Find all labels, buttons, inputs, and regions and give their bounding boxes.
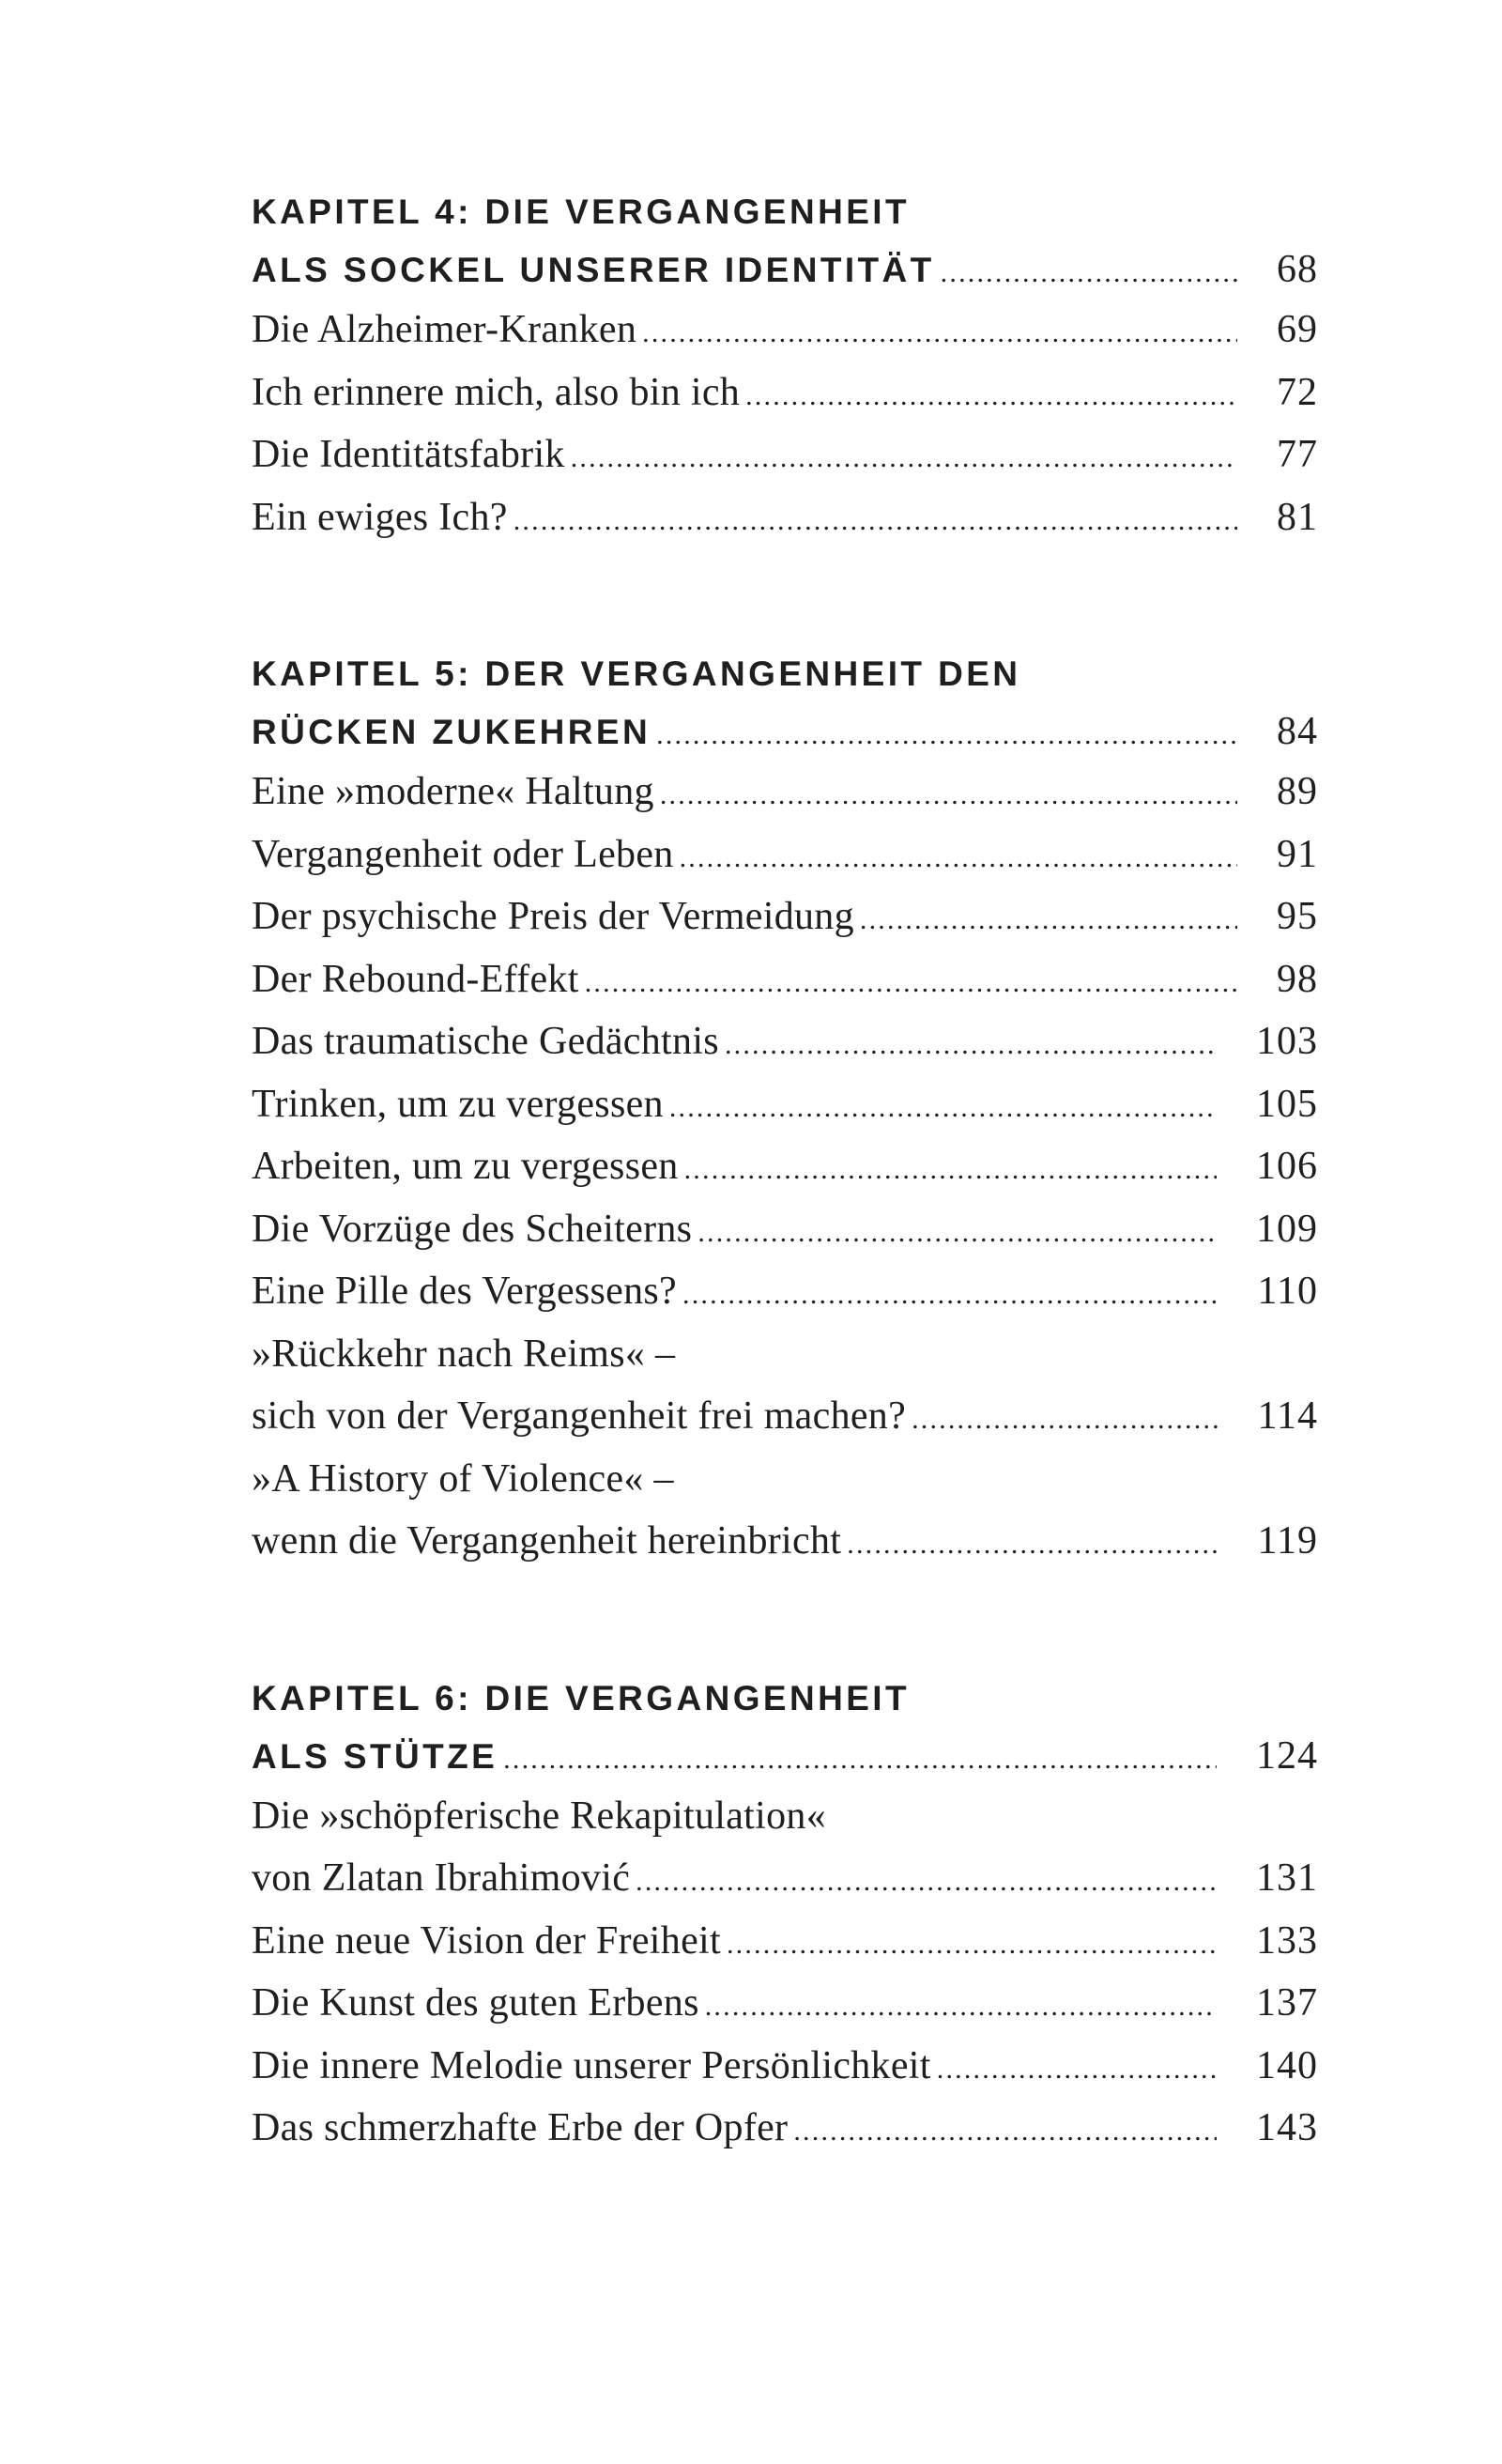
dot-leader (912, 1389, 1218, 1452)
entry-title: Die Alzheimer-Kranken (252, 308, 637, 351)
entry-title: Eine »moderne« Haltung (252, 770, 654, 813)
toc-entry[interactable] (252, 1910, 1318, 1973)
entry-title: Eine neue Vision der Freiheit (252, 1918, 721, 1963)
dot-leader (847, 1514, 1218, 1577)
toc-entry[interactable] (252, 1260, 1318, 1323)
page-number: 89 (1277, 770, 1318, 813)
dot-leader (684, 1139, 1217, 1202)
entry-title: Vergangenheit oder Leben (252, 832, 674, 876)
page-number: 72 (1277, 370, 1318, 414)
page-number: 109 (1256, 1207, 1318, 1251)
chapter-5-section (252, 646, 1318, 1573)
dot-leader (571, 427, 1237, 490)
dot-leader (745, 365, 1237, 428)
page-number: 140 (1256, 2043, 1318, 2087)
dot-leader (636, 1851, 1217, 1914)
dot-leader (705, 1976, 1217, 2039)
entry-title: »A History of Violence« – (252, 1456, 674, 1501)
toc-entry[interactable] (252, 948, 1318, 1011)
entry-title: Trinken, um zu vergessen (252, 1082, 664, 1126)
dot-leader (860, 889, 1237, 952)
page-number: 143 (1256, 2106, 1318, 2149)
page-number: 110 (1257, 1270, 1318, 1313)
dot-leader (660, 764, 1237, 827)
entry-title: Arbeiten, um zu vergessen (252, 1145, 679, 1188)
dot-leader (682, 1264, 1218, 1327)
toc-entry-chapter-5[interactable] (252, 702, 1318, 761)
toc-entry[interactable] (252, 486, 1318, 549)
entry-title: Die Vorzüge des Scheiterns (252, 1207, 693, 1251)
chapter-title: KAPITEL 5: DER VERGANGENHEIT DEN (252, 654, 1021, 693)
entry-title: Das traumatische Gedächtnis (252, 1020, 719, 1063)
page-number: 105 (1256, 1082, 1318, 1126)
entry-title: wenn die Vergangenheit hereinbricht (252, 1519, 842, 1563)
toc-entry-chapter-6[interactable] (252, 1727, 1318, 1785)
entry-title: sich von der Vergangenheit frei machen? (252, 1394, 907, 1438)
toc-entry-first-line (252, 1785, 1318, 1848)
entry-title: »Rückkehr nach Reims« – (252, 1332, 676, 1376)
page-number: 69 (1277, 308, 1318, 351)
page-number: 81 (1277, 495, 1318, 539)
toc-entry-chapter-4[interactable] (252, 240, 1318, 299)
page-number: 77 (1277, 433, 1318, 476)
chapter-title: ALS SOCKEL UNSERER IDENTITÄT (252, 251, 935, 289)
toc-entry[interactable] (252, 1385, 1318, 1448)
chapter-heading-line (252, 1671, 1318, 1727)
toc-entry[interactable] (252, 761, 1318, 824)
dot-leader (513, 490, 1237, 553)
toc-entry[interactable] (252, 824, 1318, 886)
page-number: 124 (1256, 1733, 1318, 1778)
entry-title: Der psychische Preis der Vermeidung (252, 895, 854, 938)
page-number: 84 (1277, 710, 1318, 753)
toc-entry[interactable] (252, 424, 1318, 486)
entry-title: Die innere Melodie unserer Persönlichkeit (252, 2043, 931, 2087)
entry-title: Die Kunst des guten Erbens (252, 1981, 699, 2025)
toc-entry[interactable] (252, 299, 1318, 362)
page-number: 103 (1256, 1020, 1318, 1063)
dot-leader (642, 302, 1237, 365)
dot-leader (503, 1731, 1217, 1789)
entry-title: Ich erinnere mich, also bin ich (252, 370, 741, 414)
page-number: 98 (1277, 957, 1318, 1001)
toc-entry[interactable] (252, 1010, 1318, 1073)
toc-entry-first-line (252, 1323, 1318, 1386)
toc-entry-first-line (252, 1448, 1318, 1511)
page-number: 91 (1277, 832, 1318, 876)
page-number: 106 (1256, 1145, 1318, 1188)
dot-leader (585, 952, 1237, 1015)
page-number: 133 (1256, 1918, 1318, 1963)
entry-title: Die »schöpferische Rekapitulation« (252, 1794, 827, 1838)
dot-leader (725, 1014, 1217, 1077)
dot-leader (697, 1202, 1217, 1265)
entry-title: Die Identitätsfabrik (252, 433, 565, 476)
chapter-6-section (252, 1671, 1318, 2160)
toc-entry[interactable] (252, 2035, 1318, 2098)
page-number: 68 (1277, 248, 1318, 291)
chapter-title: KAPITEL 4: DIE VERGANGENHEIT (252, 192, 910, 231)
entry-title: Ein ewiges Ich? (252, 495, 508, 539)
table-of-contents (252, 184, 1318, 2257)
page-number: 137 (1256, 1981, 1318, 2025)
toc-entry[interactable] (252, 1847, 1318, 1910)
chapter-title: RÜCKEN ZUKEHREN (252, 713, 651, 751)
dot-leader (793, 2101, 1217, 2164)
toc-entry[interactable] (252, 1198, 1318, 1261)
chapter-title: ALS STÜTZE (252, 1736, 498, 1776)
chapter-heading-line (252, 646, 1318, 702)
page-number: 95 (1277, 895, 1318, 938)
page-number: 119 (1257, 1519, 1318, 1563)
entry-title: Der Rebound-Effekt (252, 957, 579, 1001)
chapter-title: KAPITEL 6: DIE VERGANGENHEIT (252, 1678, 910, 1717)
toc-entry[interactable] (252, 2097, 1318, 2160)
entry-title: Eine Pille des Vergessens? (252, 1270, 678, 1313)
dot-leader (656, 706, 1237, 764)
page-number: 131 (1256, 1856, 1318, 1900)
chapter-4-section (252, 184, 1318, 548)
dot-leader (669, 1077, 1217, 1140)
toc-entry[interactable] (252, 1972, 1318, 2035)
dot-leader (937, 2039, 1217, 2102)
toc-entry[interactable] (252, 362, 1318, 424)
toc-entry[interactable] (252, 1135, 1318, 1198)
entry-title: Das schmerzhafte Erbe der Opfer (252, 2106, 789, 2149)
entry-title: von Zlatan Ibrahimović (252, 1856, 631, 1900)
dot-leader (727, 1914, 1217, 1977)
dot-leader (941, 244, 1237, 302)
toc-entry[interactable] (252, 1510, 1318, 1573)
dot-leader (680, 827, 1237, 890)
page-number: 114 (1257, 1394, 1318, 1438)
toc-entry[interactable] (252, 886, 1318, 948)
toc-entry[interactable] (252, 1073, 1318, 1136)
chapter-heading-line (252, 184, 1318, 240)
